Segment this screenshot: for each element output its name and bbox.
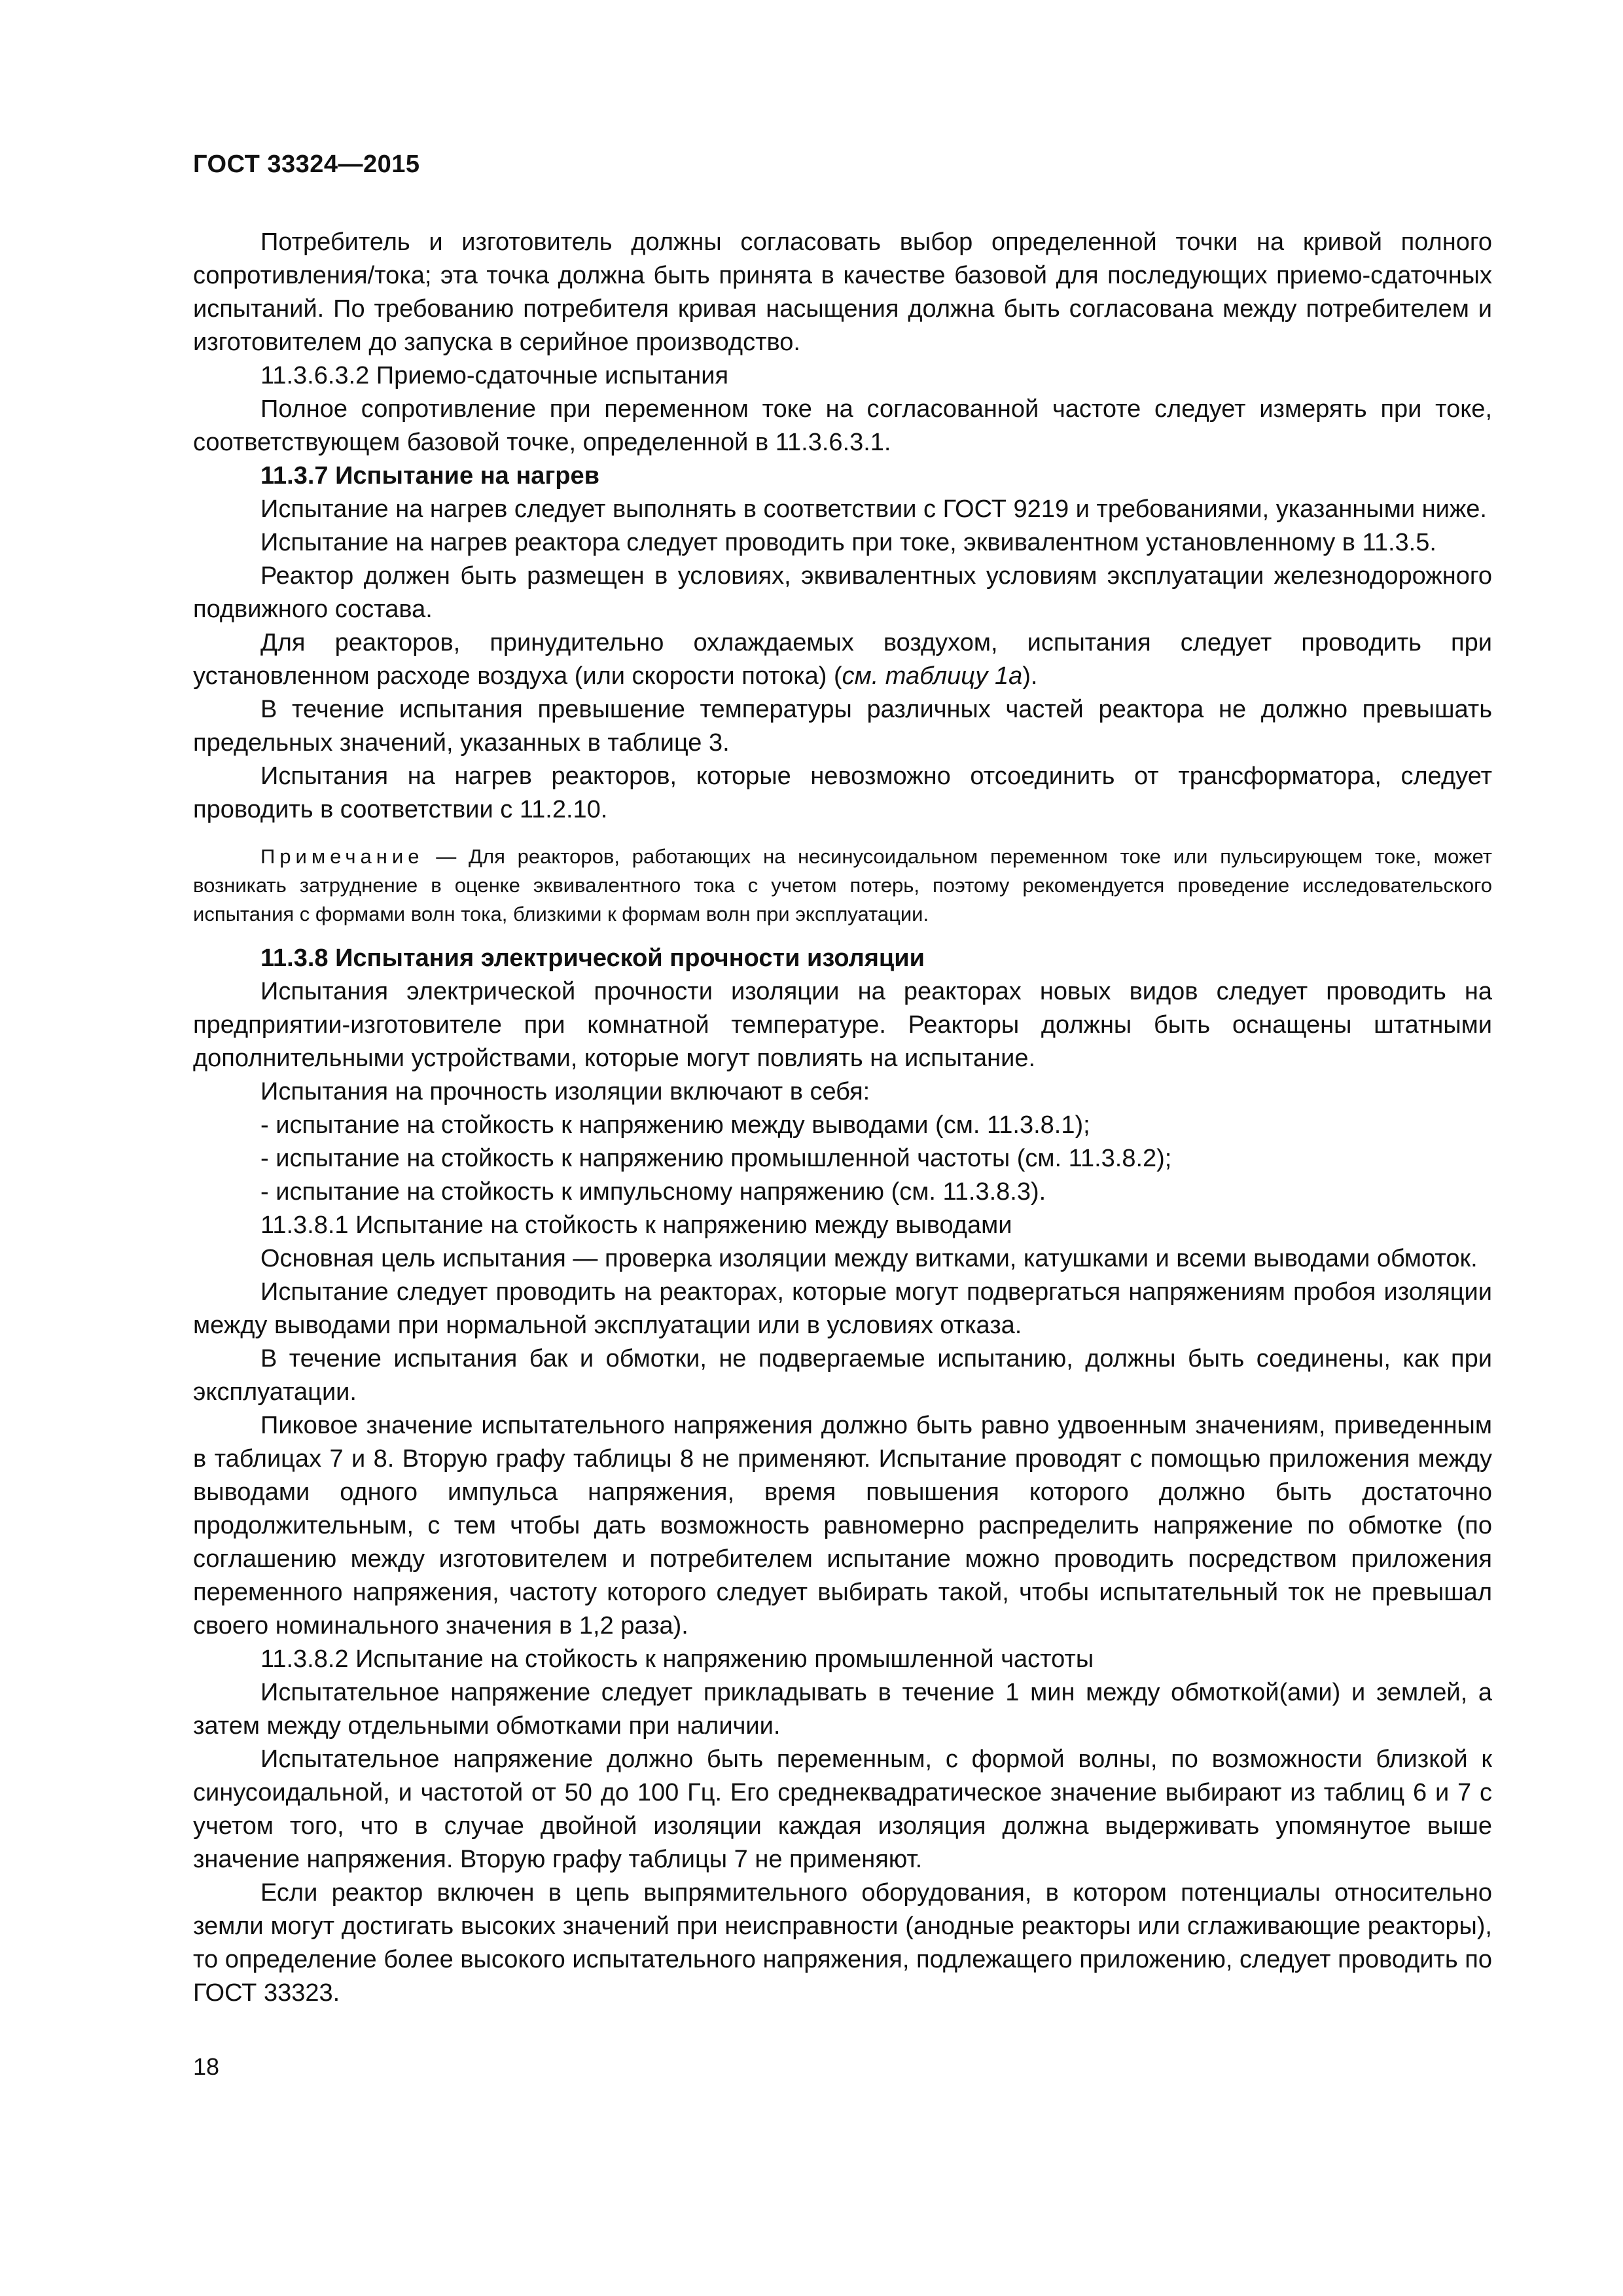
paragraph: Реактор должен быть размещен в условиях, эквивалентных условиям эксплуатации железнодорожного подвижного состава. — [193, 562, 1492, 623]
note — [193, 842, 1492, 929]
note-text: — Для реакторов, работающих на несинусоидальном переменном токе или пульсирующем токе, может возникать затруднение в оценке эквивалентного тока с учетом потерь, поэтому рекомендуется проведение исследовательского испытания с формами волн тока, близкими к формам волн при эксплуатации. — [193, 845, 1492, 925]
list-item: - испытание на стойкость к напряжению между выводами (см. 11.3.8.1); — [260, 1111, 1090, 1139]
paragraph: Испытания электрической прочности изоляции на реакторах новых видов следует проводить на предприятии-изготовителе при комнатной температуре. Реакторы должны быть оснащены штатными дополнительными устройствами, которые могут повлиять на испытание. — [193, 978, 1492, 1072]
paragraph: Испытательное напряжение должно быть переменным, с формой волны, по возможности близкой к синусоидальной, и частотой от 50 до 100 Гц. Его среднеквадратическое значение выбирают из таблиц 6 и 7 с учетом того, что в случае двойной изоляции каждая изоляция должна выдерживать упомянутое выше значение напряжения. Вторую графу таблицы 7 не применяют. — [193, 1746, 1492, 1873]
subsection-title: 11.3.8.1 Испытание на стойкость к напряжению между выводами — [260, 1211, 1012, 1239]
paragraph-tail: ). — [1022, 662, 1038, 690]
paragraph: Пиковое значение испытательного напряжения должно быть равно удвоенным значениям, приведенным в таблицах 7 и 8. Вторую графу таблицы 8 не применяют. Испытание проводят с помощью приложения между выводами одного импульса напряжения, время повышения которого должно быть достаточно продолжительным, с тем чтобы дать возможность равномерно распределить напряжение по обмотке (по соглашению между изготовителем и потребителем испытание можно проводить посредством приложения переменного напряжения, частоту которого следует выбирать такой, чтобы испытательный ток не превышал своего номинального значения в 1,2 раза). — [193, 1412, 1492, 1640]
list-item: - испытание на стойкость к напряжению промышленной частоты (см. 11.3.8.2); — [260, 1145, 1172, 1172]
subsection-title: 11.3.8.2 Испытание на стойкость к напряжению промышленной частоты — [260, 1645, 1094, 1673]
paragraph: В течение испытания бак и обмотки, не подвергаемые испытанию, должны быть соединены, как при эксплуатации. — [193, 1345, 1492, 1406]
paragraph: Испытания на нагрев реакторов, которые невозможно отсоединить от трансформатора, следует проводить в соответствии с 11.2.10. — [193, 762, 1492, 823]
paragraph: Испытание на нагрев следует выполнять в соответствии с ГОСТ 9219 и требованиями, указанными ниже. — [260, 495, 1487, 523]
paragraph: Полное сопротивление при переменном токе на согласованной частоте следует измерять при токе, соответствующем базовой точке, определенной в 11.3.6.3.1. — [193, 395, 1492, 456]
paragraph: Основная цель испытания — проверка изоляции между витками, катушками и всеми выводами обмоток. — [260, 1245, 1478, 1272]
paragraph-text: Для реакторов, принудительно охлаждаемых воздухом, испытания следует проводить при установленном расходе воздуха (или скорости потока) ( — [193, 629, 1492, 690]
table-reference: см. таблицу 1а — [842, 662, 1023, 690]
paragraph: Потребитель и изготовитель должны согласовать выбор определенной точки на кривой полного сопротивления/тока; эта точка должна быть принята в качестве базовой для последующих приемо-сдаточных испытаний. По требованию потребителя кривая насыщения должна быть согласована между потребителем и изготовителем до запуска в серийное производство. — [193, 228, 1492, 356]
section-heading-11-3-7: 11.3.7 Испытание на нагрев — [260, 462, 599, 490]
document-header: ГОСТ 33324—2015 — [193, 151, 420, 178]
paragraph: Если реактор включен в цепь выпрямительного оборудования, в котором потенциалы относительно земли могут достигать высоких значений при неисправности (анодные реакторы или сглаживающие реакторы), то определение более высокого испытательного напряжения, подлежащего приложению, следует проводить по ГОСТ 33323. — [193, 1879, 1492, 2007]
document-body — [193, 226, 1492, 2010]
paragraph: В течение испытания превышение температуры различных частей реактора не должно превышать предельных значений, указанных в таблице 3. — [193, 696, 1492, 757]
paragraph: Испытания на прочность изоляции включают в себя: — [260, 1078, 870, 1105]
paragraph: Испытательное напряжение следует прикладывать в течение 1 мин между обмоткой(ами) и землей, а затем между отдельными обмотками при наличии. — [193, 1679, 1492, 1740]
page-number: 18 — [193, 2053, 220, 2080]
paragraph: Испытание следует проводить на реакторах, которые могут подвергаться напряжениям пробоя изоляции между выводами при нормальной эксплуатации или в условиях отказа. — [193, 1278, 1492, 1339]
paragraph-cooling — [193, 626, 1492, 693]
section-heading-11-3-8: 11.3.8 Испытания электрической прочности изоляции — [260, 944, 925, 972]
subsection-title: 11.3.6.3.2 Приемо-сдаточные испытания — [260, 362, 729, 389]
note-label: Примечание — [260, 845, 424, 868]
list-item: - испытание на стойкость к импульсному напряжению (см. 11.3.8.3). — [260, 1178, 1046, 1206]
paragraph: Испытание на нагрев реактора следует проводить при токе, эквивалентном установленному в 11.3.5. — [260, 529, 1436, 556]
